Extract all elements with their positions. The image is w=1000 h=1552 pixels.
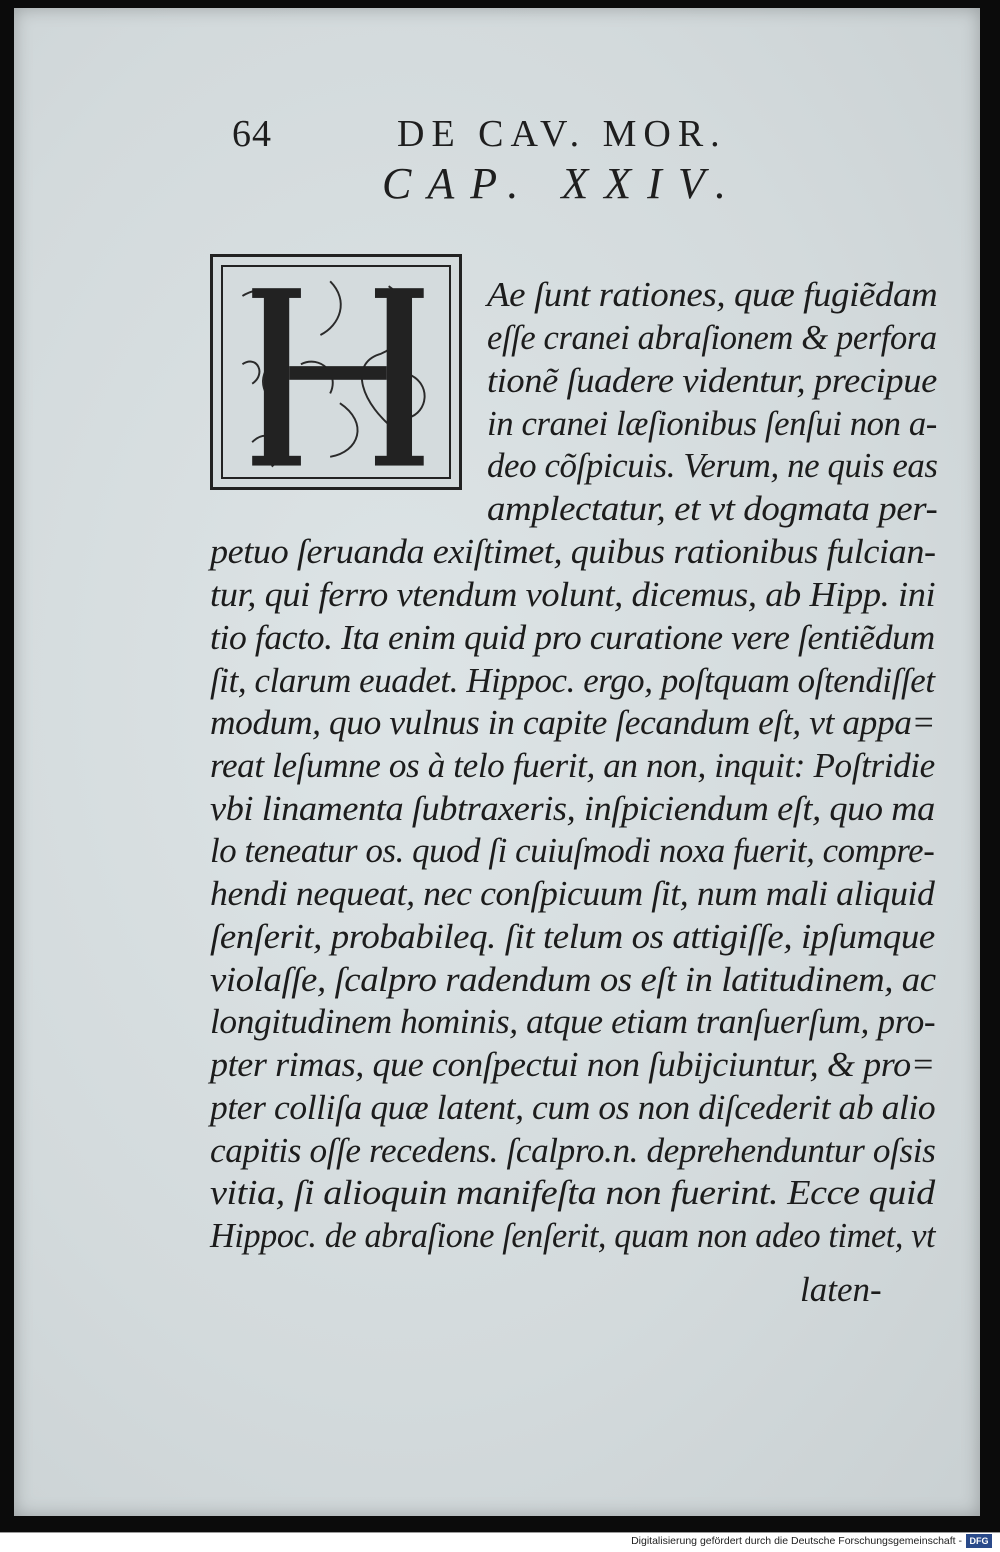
text-line: Ae ſunt rationes, quæ fugiẽdam — [487, 275, 938, 314]
text-line: tionẽ ſuadere videntur, precipue — [487, 361, 937, 400]
text-line: eſſe cranei abraſionem & perfora — [487, 318, 937, 357]
catchword: laten- — [800, 1270, 882, 1309]
decorated-initial — [210, 254, 462, 490]
text-line: lo teneatur os. quod ſi cuiuſmodi noxa fuerit, compre- — [210, 831, 935, 870]
text-line: pter colliſa quæ latent, cum os non diſcederit ab alio — [210, 1088, 936, 1127]
text-line: reat leſumne os à telo fuerit, an non, inquit: Poſtridie — [210, 746, 935, 785]
text-line: vbi linamenta ſubtraxeris, inſpiciendum eſt, quo ma — [210, 789, 935, 828]
text-line: hendi nequeat, nec conſpicuum ſit, num mali aliquid — [210, 874, 935, 913]
dfg-logo: DFG — [966, 1534, 992, 1548]
chapter-title: CAP. XXIV. — [382, 159, 743, 208]
text-line: in cranei læſionibus ſenſui non a- — [487, 404, 937, 443]
text-line: Hippoc. de abraſione ſenſerit, quam non adeo timet, vt — [210, 1216, 936, 1255]
text-line: pter rimas, que conſpectui non ſubijciuntur, & pro= — [210, 1045, 935, 1084]
running-title: DE CAV. MOR. — [397, 113, 727, 155]
ornament-icon — [213, 257, 459, 487]
text-line: tur, qui ferro vtendum volunt, dicemus, ab Hipp. ini — [210, 575, 936, 614]
text-line: ſenſerit, probabileq. ſit telum os attigiſſe, ipſumque — [210, 917, 935, 956]
text-line: vitia, ſi alioquin manifeſta non fuerint. Ecce quid — [210, 1173, 935, 1212]
text-line: modum, quo vulnus in capite ſecandum eſt, vt appa= — [210, 703, 935, 742]
text-line: ſit, clarum euadet. Hippoc. ergo, poſtquam oſtendiſſet — [210, 661, 935, 700]
text-line: longitudinem hominis, atque etiam tranſuerſum, pro- — [210, 1002, 936, 1041]
text-line: violaſſe, ſcalpro radendum os eſt in latitudinem, ac — [210, 960, 936, 999]
text-line: tio facto. Ita enim quid pro curatione vere ſentiẽdum — [210, 618, 935, 657]
text-line: deo cõſpicuis. Verum, ne quis eas — [487, 446, 938, 485]
text-line: capitis oſſe recedens. ſcalpro.n. deprehenduntur oſsis — [210, 1131, 936, 1170]
initial-letter: H — [332, 385, 340, 397]
page-number: 64 — [232, 113, 272, 155]
dfg-credit: Digitalisierung gefördert durch die Deutsche Forschungsgemeinschaft - — [631, 1535, 962, 1547]
text-line: amplectatur, et vt dogmata per- — [487, 489, 938, 528]
text-line: petuo ſeruanda exiſtimet, quibus rationibus fulcian- — [210, 532, 936, 571]
